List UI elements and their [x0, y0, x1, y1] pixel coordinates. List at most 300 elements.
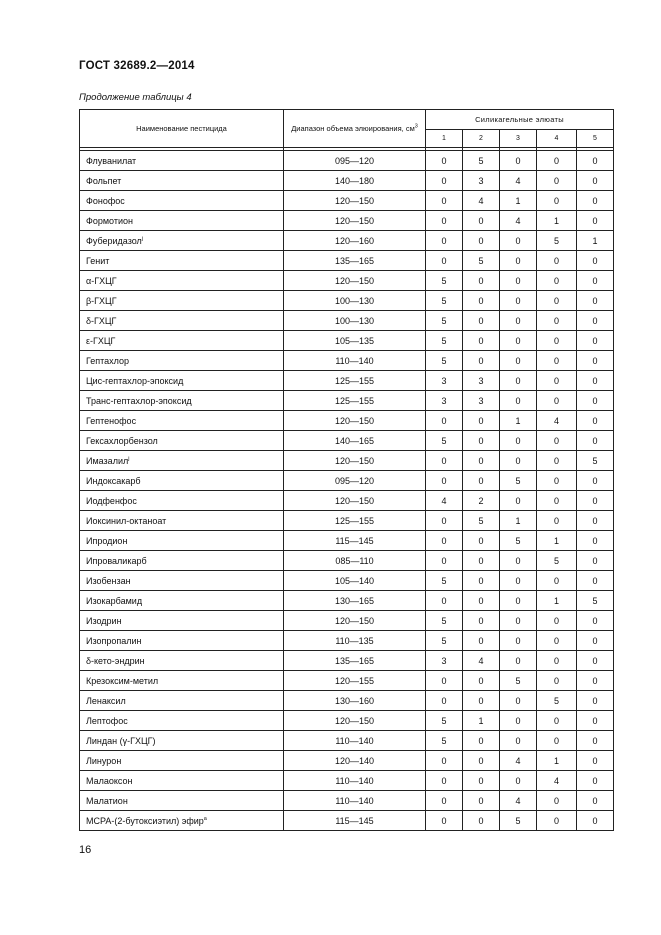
table-row	[80, 631, 614, 651]
table-row	[80, 251, 614, 271]
table-row	[80, 231, 614, 251]
fraction-value-cell: 5	[577, 591, 614, 611]
elution-range-cell: 110—140	[284, 731, 426, 751]
fraction-value-cell: 0	[426, 231, 463, 251]
fraction-value-cell: 0	[537, 271, 577, 291]
table-row	[80, 311, 614, 331]
elution-range-cell: 135—165	[284, 251, 426, 271]
column-header-elution-range	[284, 110, 426, 148]
fraction-value-cell: 0	[537, 711, 577, 731]
fraction-value-cell: 0	[500, 591, 537, 611]
table-row	[80, 571, 614, 591]
fraction-value-cell: 5	[500, 531, 537, 551]
fraction-value-cell: 0	[577, 511, 614, 531]
fraction-value-cell: 0	[463, 351, 500, 371]
fraction-value-cell: 0	[463, 571, 500, 591]
pesticide-name: Иодфенфос	[86, 495, 137, 506]
pesticide-name: Гексахлорбензол	[86, 435, 158, 446]
elution-range-cell: 135—165	[284, 651, 426, 671]
fraction-value-cell: 0	[537, 331, 577, 351]
pesticide-name-cell	[80, 211, 284, 231]
pesticide-name-cell	[80, 651, 284, 671]
fraction-value-cell: 0	[463, 271, 500, 291]
table-row	[80, 611, 614, 631]
fraction-value-cell: 0	[577, 751, 614, 771]
pesticide-name-cell	[80, 411, 284, 431]
fraction-value-cell: 5	[426, 271, 463, 291]
footnote-marker: a	[203, 815, 207, 822]
pesticide-name-cell	[80, 371, 284, 391]
pesticide-name: Малатион	[86, 795, 128, 806]
fraction-value-cell: 0	[463, 811, 500, 831]
fraction-value-cell: 0	[537, 191, 577, 211]
fraction-value-cell: 0	[426, 771, 463, 791]
fraction-value-cell: 0	[577, 771, 614, 791]
pesticide-name-cell	[80, 431, 284, 451]
fraction-value-cell: 0	[463, 231, 500, 251]
pesticide-name-cell	[80, 771, 284, 791]
pesticide-name-cell	[80, 631, 284, 651]
fraction-value-cell: 0	[577, 351, 614, 371]
pesticide-name: Иоксинил-октаноат	[86, 515, 167, 526]
fraction-value-cell: 0	[426, 791, 463, 811]
fraction-value-cell: 0	[500, 351, 537, 371]
table-caption: Продолжение таблицы 4	[79, 92, 192, 103]
fraction-value-cell: 0	[577, 311, 614, 331]
fraction-value-cell: 0	[500, 711, 537, 731]
fraction-value-cell: 5	[426, 291, 463, 311]
fraction-value-cell: 0	[577, 711, 614, 731]
table-row	[80, 671, 614, 691]
fraction-value-cell: 1	[500, 511, 537, 531]
pesticide-name: Лептофос	[86, 715, 128, 726]
column-group-silica-eluates: Силикагельные элюаты	[426, 110, 614, 130]
pesticide-name-cell	[80, 311, 284, 331]
fraction-value-cell: 5	[537, 231, 577, 251]
fraction-value-cell: 0	[500, 291, 537, 311]
pesticide-name: α-ГХЦГ	[86, 275, 117, 286]
fraction-value-cell: 0	[463, 671, 500, 691]
fraction-value-cell: 1	[500, 411, 537, 431]
fraction-value-cell: 0	[426, 591, 463, 611]
fraction-value-cell: 1	[577, 231, 614, 251]
fraction-value-cell: 5	[500, 471, 537, 491]
fraction-value-cell: 0	[537, 631, 577, 651]
pesticide-name-cell	[80, 811, 284, 831]
table-row	[80, 811, 614, 831]
fraction-value-cell: 0	[463, 311, 500, 331]
pesticide-name: Гептенофос	[86, 415, 137, 426]
fraction-value-cell: 0	[426, 451, 463, 471]
fraction-value-cell: 0	[500, 731, 537, 751]
elution-range-label: Диапазон объема элюирования, см	[291, 124, 415, 133]
fraction-value-cell: 0	[537, 451, 577, 471]
fraction-value-cell: 0	[426, 531, 463, 551]
pesticide-name-cell	[80, 511, 284, 531]
pesticide-name-cell	[80, 671, 284, 691]
fraction-value-cell: 0	[577, 211, 614, 231]
elution-range-cell: 120—150	[284, 451, 426, 471]
pesticide-name-cell	[80, 191, 284, 211]
pesticide-name-cell	[80, 171, 284, 191]
fraction-value-cell: 5	[426, 711, 463, 731]
pesticide-name: Линдан (γ-ГХЦГ)	[86, 735, 156, 746]
pesticide-name: Линурон	[86, 755, 122, 766]
fraction-value-cell: 0	[500, 311, 537, 331]
fraction-value-cell: 0	[577, 671, 614, 691]
elution-range-cell: 125—155	[284, 511, 426, 531]
pesticide-name-cell	[80, 791, 284, 811]
fraction-value-cell: 5	[426, 331, 463, 351]
fraction-value-cell: 0	[426, 511, 463, 531]
elution-range-cell: 130—165	[284, 591, 426, 611]
document-standard-title: ГОСТ 32689.2—2014	[79, 60, 195, 72]
footnote-marker: j	[128, 455, 130, 462]
fraction-value-cell: 0	[463, 691, 500, 711]
pesticide-name: Изопропалин	[86, 635, 142, 646]
fraction-value-cell: 0	[577, 571, 614, 591]
elution-range-cell: 110—135	[284, 631, 426, 651]
elution-range-cell: 095—120	[284, 151, 426, 171]
elution-range-cell: 120—150	[284, 191, 426, 211]
fraction-value-cell: 0	[537, 671, 577, 691]
elution-range-cell: 120—150	[284, 211, 426, 231]
fraction-value-cell: 5	[426, 631, 463, 651]
fraction-value-cell: 4	[500, 171, 537, 191]
fraction-value-cell: 0	[463, 431, 500, 451]
elution-range-cell: 120—150	[284, 411, 426, 431]
fraction-value-cell: 0	[577, 271, 614, 291]
pesticide-name-cell	[80, 611, 284, 631]
pesticide-name-cell	[80, 571, 284, 591]
table-row	[80, 771, 614, 791]
fraction-value-cell: 4	[463, 191, 500, 211]
fraction-value-cell: 0	[500, 651, 537, 671]
fraction-value-cell: 0	[463, 731, 500, 751]
fraction-value-cell: 4	[463, 651, 500, 671]
table-row	[80, 291, 614, 311]
pesticide-name-cell	[80, 231, 284, 251]
fraction-value-cell: 0	[537, 391, 577, 411]
elution-range-cell: 110—140	[284, 791, 426, 811]
pesticide-name: Имазалил	[86, 455, 129, 466]
fraction-value-cell: 0	[500, 551, 537, 571]
fraction-value-cell: 0	[577, 731, 614, 751]
fraction-value-cell: 3	[463, 171, 500, 191]
elution-range-cell: 120—150	[284, 491, 426, 511]
fraction-value-cell: 0	[500, 371, 537, 391]
pesticide-name: β-ГХЦГ	[86, 295, 117, 306]
fraction-value-cell: 0	[577, 471, 614, 491]
fraction-value-cell: 0	[463, 531, 500, 551]
table-row	[80, 271, 614, 291]
elution-range-unit-superscript: 3	[414, 123, 418, 130]
footnote-marker: j	[141, 235, 144, 242]
fraction-value-cell: 0	[537, 791, 577, 811]
pesticide-name-cell	[80, 471, 284, 491]
elution-range-cell: 095—120	[284, 471, 426, 491]
table-row	[80, 411, 614, 431]
fraction-value-cell: 0	[463, 471, 500, 491]
fraction-value-cell: 0	[463, 211, 500, 231]
table-row	[80, 651, 614, 671]
fraction-value-cell: 0	[500, 271, 537, 291]
fraction-value-cell: 3	[463, 371, 500, 391]
pesticide-table	[79, 109, 614, 831]
fraction-value-cell: 5	[426, 571, 463, 591]
pesticide-name-cell	[80, 731, 284, 751]
table-row	[80, 791, 614, 811]
pesticide-name: Формотион	[86, 215, 133, 226]
elution-range-cell: 125—155	[284, 371, 426, 391]
fraction-value-cell: 0	[577, 411, 614, 431]
fraction-value-cell: 1	[537, 211, 577, 231]
fraction-value-cell: 5	[426, 611, 463, 631]
fraction-value-cell: 4	[537, 411, 577, 431]
fraction-value-cell: 0	[463, 451, 500, 471]
fraction-value-cell: 0	[537, 731, 577, 751]
fraction-value-cell: 0	[537, 251, 577, 271]
fraction-value-cell: 0	[463, 291, 500, 311]
pesticide-name-cell	[80, 271, 284, 291]
elution-range-cell: 120—160	[284, 231, 426, 251]
fraction-value-cell: 0	[500, 151, 537, 171]
fraction-header: 4	[537, 130, 577, 148]
fraction-value-cell: 0	[577, 331, 614, 351]
fraction-value-cell: 0	[463, 611, 500, 631]
pesticide-name-cell	[80, 531, 284, 551]
pesticide-name-cell	[80, 711, 284, 731]
fraction-value-cell: 0	[500, 251, 537, 271]
fraction-value-cell: 0	[577, 171, 614, 191]
elution-range-cell: 115—145	[284, 811, 426, 831]
fraction-value-cell: 0	[426, 811, 463, 831]
fraction-value-cell: 0	[463, 591, 500, 611]
fraction-value-cell: 0	[537, 811, 577, 831]
elution-range-cell: 140—180	[284, 171, 426, 191]
fraction-value-cell: 5	[463, 151, 500, 171]
fraction-header: 3	[500, 130, 537, 148]
fraction-value-cell: 0	[426, 751, 463, 771]
table-row	[80, 451, 614, 471]
elution-range-cell: 140—165	[284, 431, 426, 451]
pesticide-name: Транс-гептахлор-эпоксид	[86, 395, 192, 406]
fraction-value-cell: 5	[577, 451, 614, 471]
elution-range-cell: 105—140	[284, 571, 426, 591]
table-row	[80, 591, 614, 611]
fraction-value-cell: 4	[500, 211, 537, 231]
table-row	[80, 751, 614, 771]
fraction-value-cell: 0	[500, 431, 537, 451]
table-row	[80, 151, 614, 171]
fraction-value-cell: 1	[500, 191, 537, 211]
fraction-value-cell: 0	[537, 471, 577, 491]
fraction-value-cell: 0	[577, 491, 614, 511]
pesticide-name: Генит	[86, 255, 110, 266]
fraction-value-cell: 0	[500, 491, 537, 511]
fraction-value-cell: 0	[500, 691, 537, 711]
fraction-value-cell: 4	[537, 771, 577, 791]
fraction-value-cell: 0	[577, 391, 614, 411]
pesticide-name: δ-кето-эндрин	[86, 655, 145, 666]
pesticide-name-cell	[80, 291, 284, 311]
pesticide-name: Фольпет	[86, 175, 122, 186]
fraction-value-cell: 5	[426, 311, 463, 331]
table-body	[80, 148, 614, 831]
pesticide-name: Крезоксим-метил	[86, 675, 159, 686]
elution-range-cell: 100—130	[284, 291, 426, 311]
fraction-value-cell: 0	[577, 371, 614, 391]
table-row	[80, 491, 614, 511]
fraction-value-cell: 0	[577, 691, 614, 711]
elution-range-cell: 120—155	[284, 671, 426, 691]
fraction-header: 1	[426, 130, 463, 148]
table-row	[80, 331, 614, 351]
elution-range-cell: 120—150	[284, 271, 426, 291]
fraction-value-cell: 0	[537, 151, 577, 171]
pesticide-name: Изодрин	[86, 615, 122, 626]
table-row	[80, 471, 614, 491]
fraction-value-cell: 5	[537, 551, 577, 571]
pesticide-name-cell	[80, 331, 284, 351]
table-row	[80, 691, 614, 711]
table-row	[80, 431, 614, 451]
pesticide-name-cell	[80, 751, 284, 771]
fraction-value-cell: 0	[537, 431, 577, 451]
fraction-value-cell: 0	[500, 331, 537, 351]
pesticide-name-cell	[80, 351, 284, 371]
fraction-value-cell: 0	[577, 151, 614, 171]
fraction-value-cell: 0	[463, 751, 500, 771]
fraction-value-cell: 5	[500, 811, 537, 831]
fraction-value-cell: 0	[577, 291, 614, 311]
fraction-value-cell: 0	[426, 691, 463, 711]
elution-range-cell: 125—155	[284, 391, 426, 411]
fraction-value-cell: 0	[500, 771, 537, 791]
pesticide-name: Гептахлор	[86, 355, 130, 366]
fraction-value-cell: 0	[426, 551, 463, 571]
pesticide-name-cell	[80, 491, 284, 511]
pesticide-name-cell	[80, 151, 284, 171]
fraction-value-cell: 0	[463, 331, 500, 351]
fraction-value-cell: 3	[426, 371, 463, 391]
pesticide-name: Ипродион	[86, 535, 128, 546]
fraction-value-cell: 0	[426, 191, 463, 211]
fraction-value-cell: 0	[577, 631, 614, 651]
column-header-pesticide-name: Наименование пестицида	[80, 110, 284, 148]
fraction-value-cell: 0	[537, 351, 577, 371]
fraction-value-cell: 0	[500, 231, 537, 251]
table-row	[80, 531, 614, 551]
fraction-value-cell: 0	[577, 611, 614, 631]
elution-range-cell: 115—145	[284, 531, 426, 551]
fraction-value-cell: 5	[500, 671, 537, 691]
pesticide-name-cell	[80, 691, 284, 711]
pesticide-name: Флуванилат	[86, 155, 137, 166]
fraction-header: 5	[577, 130, 614, 148]
fraction-value-cell: 0	[463, 791, 500, 811]
fraction-value-cell: 5	[463, 251, 500, 271]
elution-range-cell: 120—150	[284, 611, 426, 631]
fraction-value-cell: 0	[537, 511, 577, 531]
pesticide-name-cell	[80, 251, 284, 271]
fraction-value-cell: 2	[463, 491, 500, 511]
fraction-value-cell: 1	[537, 531, 577, 551]
fraction-value-cell: 0	[537, 571, 577, 591]
fraction-value-cell: 0	[426, 411, 463, 431]
fraction-value-cell: 0	[537, 611, 577, 631]
pesticide-name: МСРА-(2-бутоксиэтил) эфир	[86, 815, 204, 826]
fraction-value-cell: 0	[463, 771, 500, 791]
pesticide-name-cell	[80, 451, 284, 471]
table-row	[80, 511, 614, 531]
fraction-value-cell: 3	[463, 391, 500, 411]
fraction-value-cell: 0	[426, 211, 463, 231]
fraction-value-cell: 0	[537, 171, 577, 191]
fraction-value-cell: 0	[500, 451, 537, 471]
table-row	[80, 171, 614, 191]
pesticide-name: Цис-гептахлор-эпоксид	[86, 375, 184, 386]
fraction-value-cell: 0	[426, 471, 463, 491]
table-row	[80, 731, 614, 751]
pesticide-name: Фуберидазол	[86, 235, 142, 246]
fraction-value-cell: 0	[500, 391, 537, 411]
pesticide-name: Ленаксил	[86, 695, 126, 706]
elution-range-cell: 100—130	[284, 311, 426, 331]
fraction-value-cell: 0	[537, 371, 577, 391]
fraction-value-cell: 0	[463, 551, 500, 571]
pesticide-name: Индоксакарб	[86, 475, 141, 486]
fraction-value-cell: 5	[426, 431, 463, 451]
fraction-value-cell: 0	[500, 571, 537, 591]
pesticide-name: Малаоксон	[86, 775, 133, 786]
fraction-value-cell: 0	[463, 411, 500, 431]
fraction-value-cell: 4	[500, 751, 537, 771]
pesticide-name: Фонофос	[86, 195, 125, 206]
fraction-value-cell: 0	[577, 811, 614, 831]
elution-range-cell: 110—140	[284, 771, 426, 791]
fraction-value-cell: 0	[537, 291, 577, 311]
fraction-value-cell: 0	[426, 151, 463, 171]
table-row	[80, 371, 614, 391]
fraction-value-cell: 5	[426, 731, 463, 751]
fraction-value-cell: 0	[577, 191, 614, 211]
fraction-value-cell: 5	[463, 511, 500, 531]
pesticide-name-cell	[80, 551, 284, 571]
table-row	[80, 711, 614, 731]
fraction-value-cell: 0	[577, 251, 614, 271]
elution-range-cell: 120—150	[284, 711, 426, 731]
elution-range-cell: 085—110	[284, 551, 426, 571]
fraction-value-cell: 0	[537, 491, 577, 511]
fraction-value-cell: 0	[537, 311, 577, 331]
fraction-value-cell: 3	[426, 391, 463, 411]
table-row	[80, 351, 614, 371]
table-row	[80, 391, 614, 411]
pesticide-name-cell	[80, 391, 284, 411]
elution-range-cell: 110—140	[284, 351, 426, 371]
fraction-value-cell: 4	[500, 791, 537, 811]
fraction-value-cell: 0	[577, 791, 614, 811]
fraction-value-cell: 1	[463, 711, 500, 731]
fraction-value-cell: 0	[426, 251, 463, 271]
fraction-value-cell: 0	[577, 651, 614, 671]
pesticide-name: ε-ГХЦГ	[86, 335, 116, 346]
elution-range-cell: 130—160	[284, 691, 426, 711]
fraction-value-cell: 0	[577, 531, 614, 551]
fraction-value-cell: 0	[577, 431, 614, 451]
table-row	[80, 211, 614, 231]
